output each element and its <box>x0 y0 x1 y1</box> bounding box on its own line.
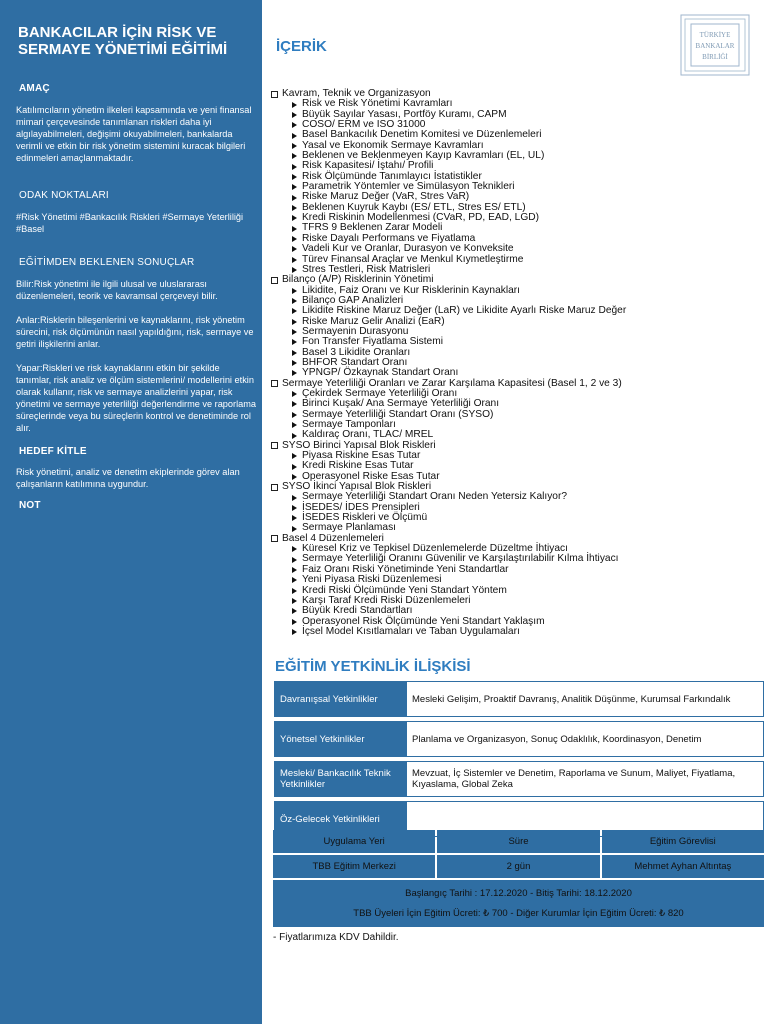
bullet-arrow-icon <box>292 350 297 356</box>
list-item-text: Riske Dayalı Performans ve Fiyatlama <box>302 232 476 244</box>
svg-text:BİRLİĞİ: BİRLİĞİ <box>702 53 728 61</box>
list-item-text: Kaldıraç Oranı, TLAC/ MREL <box>302 429 434 441</box>
list-item-text: Risk Ölçümünde Tanımlayıcı İstatistikler <box>302 170 482 182</box>
bullet-arrow-icon <box>292 412 297 418</box>
list-item-text: Riske Maruz Gelir Analizi (EaR) <box>302 315 445 327</box>
competency-label: Yönetsel Yetkinlikler <box>274 721 406 757</box>
bullet-arrow-icon <box>292 557 297 563</box>
bullet-arrow-icon <box>292 526 297 532</box>
text-hedef: Risk yönetimi, analiz ve denetim ekiplerinde görev alan çalışanların katılımına uygundur. <box>16 467 240 489</box>
list-item-text: Riske Maruz Değer (VaR, Stres VaR) <box>302 191 470 203</box>
heading-hedef: HEDEF KİTLE <box>19 446 87 457</box>
bullet-arrow-icon <box>292 122 297 128</box>
info-dates-fees <box>273 880 764 927</box>
checkbox-icon <box>271 380 278 387</box>
list-item-text: Faiz Oranı Riski Yönetiminde Yeni Standartlar <box>302 563 509 575</box>
text-yapar: Yapar:Riskleri ve risk kaynaklarını etkin bir şekilde tanımlar, risk analiz ve ölçüm sistemlerini/ modellerini etkin olarak kullanır, risk ve sermaye analizlerini yapar, risk yönetimi ve sermaye yeterliliği değerlendirme ve raporlama süreçlerinde veya bu süreçlerin kontrol ve denetiminde rol alır. <box>16 363 256 433</box>
list-item-text: Operasyonel Riske Esas Tutar <box>302 470 440 482</box>
bullet-arrow-icon <box>292 102 297 108</box>
bullet-arrow-icon <box>292 474 297 480</box>
heading-amac: AMAÇ <box>19 83 50 94</box>
bullet-arrow-icon <box>292 577 297 583</box>
bullet-arrow-icon <box>292 505 297 511</box>
list-item-text: Risk Kapasitesi/ İştahı/ Profili <box>302 160 434 172</box>
vat-note: - Fiyatlarımıza KDV Dahildir. <box>273 932 399 943</box>
tbb-logo <box>680 14 750 76</box>
list-item-text: Piyasa Riskine Esas Tutar <box>302 450 421 462</box>
bullet-arrow-icon <box>292 391 297 397</box>
list-item-text: Karşı Taraf Kredi Riski Düzenlemeleri <box>302 594 471 606</box>
table-row <box>274 761 764 797</box>
competency-value: Mesleki Gelişim, Proaktif Davranış, Analitik Düşünme, Kurumsal Farkındalık <box>406 681 764 717</box>
bullet-arrow-icon <box>292 453 297 459</box>
list-item <box>271 627 766 637</box>
bullet-arrow-icon <box>292 608 297 614</box>
bullet-arrow-icon <box>292 236 297 242</box>
checkbox-icon <box>271 277 278 284</box>
svg-text:BANKALAR: BANKALAR <box>695 42 735 50</box>
bullet-arrow-icon <box>292 629 297 635</box>
list-item-text: Parametrik Yöntemler ve Simülasyon Teknikleri <box>302 181 515 193</box>
info-header-duration: Süre <box>437 830 599 853</box>
checkbox-icon <box>271 91 278 98</box>
info-value-row <box>273 855 764 878</box>
bullet-arrow-icon <box>292 153 297 159</box>
content-list <box>271 89 766 637</box>
list-item <box>271 306 766 316</box>
table-row <box>274 681 764 717</box>
bullet-arrow-icon <box>292 246 297 252</box>
bullet-arrow-icon <box>292 174 297 180</box>
bullet-arrow-icon <box>292 464 297 470</box>
list-item-text: Basel Bankacılık Denetim Komitesi ve Düzenlemeleri <box>302 129 542 141</box>
info-header-row <box>273 830 764 853</box>
svg-text:TÜRKİYE: TÜRKİYE <box>699 31 731 39</box>
bullet-arrow-icon <box>292 515 297 521</box>
content-heading: İÇERİK <box>276 38 327 55</box>
list-item <box>271 244 766 254</box>
info-trainer: Mehmet Ayhan Altıntaş <box>602 855 764 878</box>
list-item-text: Birinci Kuşak/ Ana Sermaye Yeterliliği Oranı <box>302 398 500 410</box>
bullet-arrow-icon <box>292 370 297 376</box>
info-header-place: Uygulama Yeri <box>273 830 435 853</box>
bullet-arrow-icon <box>292 339 297 345</box>
list-item-text: İçsel Model Kısıtlamaları ve Taban Uygulamaları <box>302 625 520 637</box>
bullet-arrow-icon <box>292 226 297 232</box>
list-item-text: Kredi Riski Ölçümünde Yeni Standart Yöntem <box>302 584 507 596</box>
info-dates: Başlangıç Tarihi : 17.12.2020 - Bitiş Tarihi: 18.12.2020 <box>405 888 632 899</box>
bullet-arrow-icon <box>292 267 297 273</box>
bullet-arrow-icon <box>292 143 297 149</box>
table-row <box>274 721 764 757</box>
list-item-text: Türev Finansal Araçlar ve Menkul Kıymetleştirme <box>302 253 524 265</box>
bullet-arrow-icon <box>292 133 297 139</box>
list-item-text: Küresel Kriz ve Tepkisel Düzenlemelerde Düzeltme İhtiyacı <box>302 543 568 555</box>
list-item-text: BHFOR Standart Oranı <box>302 356 408 368</box>
section-title: Basel 4 Düzenlemeleri <box>282 532 384 544</box>
list-item-text: Sermaye Yeterliliği Oranını Güvenilir ve Karşılaştırılabilir Kılma İhtiyacı <box>302 553 619 565</box>
info-header-trainer: Eğitim Görevlisi <box>602 830 764 853</box>
list-item-text: Basel 3 Likidite Oranları <box>302 346 411 358</box>
list-item-text: Çekirdek Sermaye Yeterliliği Oranı <box>302 387 458 399</box>
list-item-text: Fon Transfer Fiyatlama Sistemi <box>302 336 443 348</box>
list-item-text: Stres Testleri, Risk Matrisleri <box>302 263 431 275</box>
text-amac: Katılımcıların yönetim ilkeleri kapsamında ve yeni finansal mimari çerçevesinde tanımlanan riskleri daha iyi algılayabilmeleri, değişimi okuyabilmeleri, bankalarda verimli ve etkin bir risk yönetim sistemini kuracak bilgileri edinmeleri amaçlanmaktadır. <box>16 105 252 163</box>
competency-label: Öz-Gelecek Yetkinlikleri <box>274 801 406 837</box>
list-item-text: Yeni Piyasa Riski Düzenlemesi <box>302 574 442 586</box>
list-item-text: Sermaye Planlaması <box>302 522 396 534</box>
list-item-text: Beklenen Kuyruk Kaybı (ES/ ETL, Stres ES/ ETL) <box>302 201 526 213</box>
list-item-text: Beklenen ve Beklenmeyen Kayıp Kavramları (EL, UL) <box>302 150 545 162</box>
bullet-arrow-icon <box>292 184 297 190</box>
info-table <box>273 830 764 927</box>
section-title: Kavram, Teknik ve Organizasyon <box>282 88 431 99</box>
bullet-arrow-icon <box>292 619 297 625</box>
competency-heading: EĞİTİM YETKİNLİK İLİŞKİSİ <box>275 658 471 675</box>
list-item-text: Sermaye Yeterliliği Standart Oranı Neden Yetersiz Kalıyor? <box>302 491 568 503</box>
bullet-arrow-icon <box>292 401 297 407</box>
sidebar <box>0 0 262 1024</box>
list-item-text: Yasal ve Ekonomik Sermaye Kavramları <box>302 139 484 151</box>
bullet-arrow-icon <box>292 360 297 366</box>
list-item-text: Likidite, Faiz Oranı ve Kur Risklerinin Kaynakları <box>302 284 520 296</box>
list-item-text: Risk ve Risk Yönetimi Kavramları <box>302 98 453 110</box>
list-item-text: Kredi Riskinin Modellenmesi (CVaR, PD, EAD, LGD) <box>302 212 540 224</box>
list-item-text: Likidite Riskine Maruz Değer (LaR) ve Likidite Ayarlı Riske Maruz Değer <box>302 305 627 317</box>
course-title: BANKACILAR İÇİN RİSK VE SERMAYE YÖNETİMİ EĞİTİMİ <box>18 24 228 58</box>
list-item-text: Kredi Riskine Esas Tutar <box>302 460 414 472</box>
list-item-text: Sermaye Yeterliliği Standart Oranı (SYSO) <box>302 408 494 420</box>
bullet-arrow-icon <box>292 567 297 573</box>
checkbox-icon <box>271 535 278 542</box>
section-title: SYSO Birinci Yapısal Blok Riskleri <box>282 439 436 451</box>
section-title: Sermaye Yeterliliği Oranları ve Zarar Karşılama Kapasitesi (Basel 1, 2 ve 3) <box>282 377 622 389</box>
bullet-arrow-icon <box>292 319 297 325</box>
competency-label: Mesleki/ Bankacılık Teknik Yetkinlikler <box>274 761 406 797</box>
competency-value: Planlama ve Organizasyon, Sonuç Odaklılık, Koordinasyon, Denetim <box>406 721 764 757</box>
bullet-arrow-icon <box>292 288 297 294</box>
competency-label: Davranışsal Yetkinlikler <box>274 681 406 717</box>
list-item-text: COSO/ ERM ve ISO 31000 <box>302 119 426 131</box>
list-item <box>271 606 766 616</box>
list-item-text: İSEDES Riskleri ve Ölçümü <box>302 512 428 524</box>
bullet-arrow-icon <box>292 433 297 439</box>
bullet-arrow-icon <box>292 215 297 221</box>
bullet-arrow-icon <box>292 164 297 170</box>
bullet-arrow-icon <box>292 308 297 314</box>
list-item <box>271 575 766 585</box>
list-item-text: YPNGP/ Özkaynak Standart Oranı <box>302 367 459 379</box>
content-section <box>271 275 766 285</box>
list-item-text: Büyük Kredi Standartları <box>302 605 413 617</box>
heading-not: NOT <box>19 500 41 511</box>
text-bilir: Bilir:Risk yönetimi ile ilgili ulusal ve uluslararası düzenlemeleri, teorik ve kavramsal çerçeveyi bilir. <box>16 279 218 301</box>
list-item-text: İSEDES/ İDES Prensipleri <box>302 501 420 513</box>
bullet-arrow-icon <box>292 495 297 501</box>
competency-table <box>274 677 764 841</box>
list-item-text: Büyük Sayılar Yasası, Portföy Kuramı, CAPM <box>302 108 507 120</box>
list-item-text: Bilanço GAP Analizleri <box>302 294 404 306</box>
heading-odak: ODAK NOKTALARI <box>19 190 109 201</box>
bullet-arrow-icon <box>292 195 297 201</box>
bullet-arrow-icon <box>292 588 297 594</box>
info-place: TBB Eğitim Merkezi <box>273 855 435 878</box>
section-title: SYSO İkinci Yapısal Blok Riskleri <box>282 481 432 493</box>
bullet-arrow-icon <box>292 422 297 428</box>
text-odak: #Risk Yönetimi #Bankacılık Riskleri #Sermaye Yeterliliği #Basel <box>16 212 244 234</box>
list-item-text: Sermaye Tamponları <box>302 419 396 430</box>
checkbox-icon <box>271 484 278 491</box>
bullet-arrow-icon <box>292 329 297 335</box>
info-duration: 2 gün <box>437 855 599 878</box>
text-anlar: Anlar:Risklerin bileşenlerini ve kaynaklarını, risk yönetim sürecini, risk ölçümünün nasıl yapıldığını, risk, sermaye ve getiri ilişkilerini anlar. <box>16 315 254 349</box>
bullet-arrow-icon <box>292 257 297 263</box>
bullet-arrow-icon <box>292 546 297 552</box>
list-item-text: Sermayenin Durasyonu <box>302 325 409 337</box>
list-item-text: TFRS 9 Beklenen Zarar Modeli <box>302 222 443 234</box>
list-item-text: Vadeli Kur ve Oranlar, Durasyon ve Konveksite <box>302 243 514 255</box>
checkbox-icon <box>271 442 278 449</box>
section-title: Bilanço (A/P) Risklerinin Yönetimi <box>282 274 434 286</box>
bullet-arrow-icon <box>292 298 297 304</box>
bullet-arrow-icon <box>292 112 297 118</box>
info-fees: TBB Üyeleri İçin Eğitim Ücreti: ₺ 700 - Diğer Kurumlar İçin Eğitim Ücreti: ₺ 820 <box>353 908 684 919</box>
heading-sonuclar: EĞİTİMDEN BEKLENEN SONUÇLAR <box>19 257 195 268</box>
list-item-text: Operasyonel Risk Ölçümünde Yeni Standart Yaklaşım <box>302 615 545 627</box>
competency-value: Mevzuat, İç Sistemler ve Denetim, Raporlama ve Sunum, Maliyet, Fiyatlama, Kıyaslama, Global Zeka <box>406 761 764 797</box>
bullet-arrow-icon <box>292 205 297 211</box>
bullet-arrow-icon <box>292 598 297 604</box>
